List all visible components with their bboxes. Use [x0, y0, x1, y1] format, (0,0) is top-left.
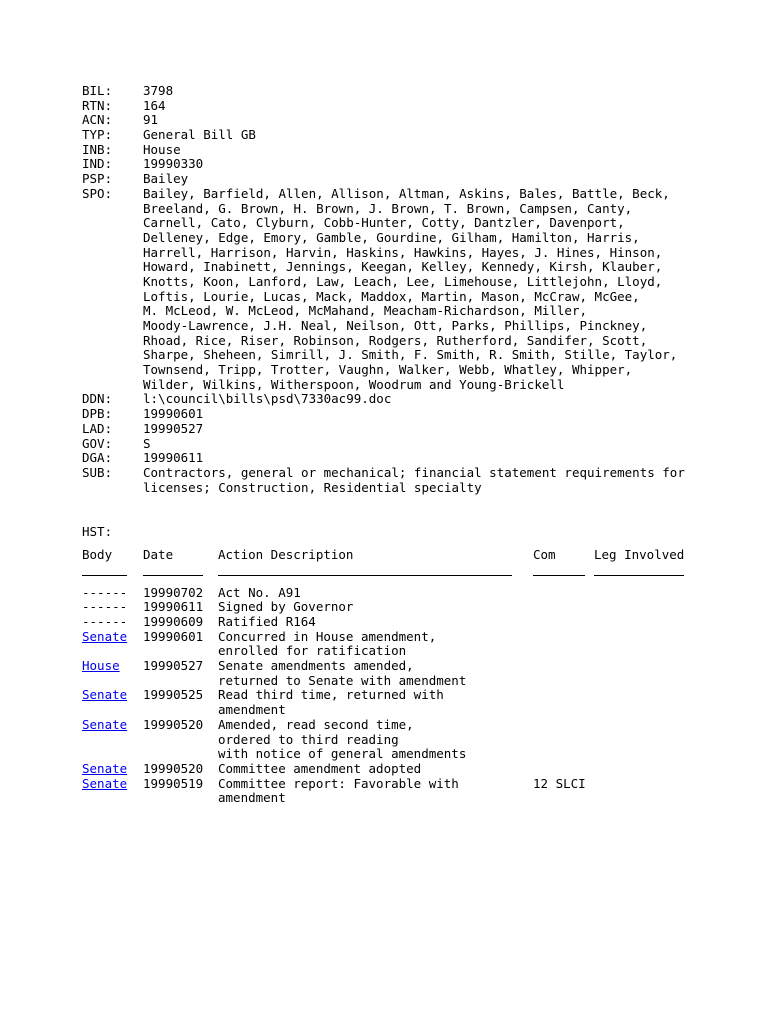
field-label: GOV:	[82, 435, 113, 451]
field-value: Knotts, Koon, Lanford, Law, Leach, Lee, Limehouse, Littlejohn, Lloyd,	[143, 273, 663, 289]
field-row	[82, 113, 722, 128]
action-description: Committee amendment adopted	[218, 760, 422, 776]
history-row	[82, 718, 722, 733]
field-label: INB:	[82, 141, 113, 157]
field-value: S	[143, 435, 151, 451]
body-link[interactable]: Senate	[82, 775, 128, 791]
field-value: M. McLeod, W. McLeod, McMahand, Meacham-Richardson, Miller,	[143, 303, 588, 319]
field-row	[82, 260, 722, 275]
field-value: 3798	[143, 83, 174, 98]
action-description: returned to Senate with amendment	[218, 672, 467, 688]
field-row	[82, 363, 722, 378]
field-row	[82, 304, 722, 319]
field-label: DDN:	[82, 391, 113, 407]
field-row	[82, 172, 722, 187]
field-value: Howard, Inabinett, Jennings, Keegan, Kelley, Kennedy, Kirsh, Klauber,	[143, 259, 663, 275]
field-row	[82, 451, 722, 466]
action-description: enrolled for ratification	[218, 643, 407, 659]
history-row-continuation	[82, 703, 722, 718]
action-description: with notice of general amendments	[218, 746, 467, 762]
field-row	[82, 422, 722, 437]
action-description: amendment	[218, 702, 286, 718]
field-value: Townsend, Tripp, Trotter, Vaughn, Walker, Webb, Whatley, Whipper,	[143, 362, 633, 378]
history-row	[82, 615, 722, 630]
field-value: Sharpe, Sheheen, Simrill, J. Smith, F. Smith, R. Smith, Stille, Taylor,	[143, 347, 678, 363]
action-description: Signed by Governor	[218, 599, 354, 615]
field-value: l:\council\bills\psd\7330ac99.doc	[143, 391, 392, 407]
field-value: General Bill GB	[143, 127, 256, 143]
committee-code: 12 SLCI	[533, 775, 586, 791]
action-date: 19990611	[143, 599, 204, 615]
action-date: 19990519	[143, 775, 204, 791]
field-value: Breeland, G. Brown, H. Brown, J. Brown, T. Brown, Campsen, Canty,	[143, 200, 633, 216]
field-label: BIL:	[82, 83, 113, 98]
bill-document	[82, 84, 722, 806]
field-value: 19990601	[143, 406, 204, 422]
field-value: Wilder, Wilkins, Witherspoon, Woodrum and Young-Brickell	[143, 376, 565, 392]
history-row-continuation	[82, 644, 722, 659]
column-header-date: Date	[143, 546, 174, 562]
body-placeholder: ------	[82, 614, 128, 629]
action-date: 19990520	[143, 760, 204, 776]
field-row	[82, 128, 722, 143]
field-value: Contractors, general or mechanical; financial statement requirements for	[143, 464, 685, 480]
action-description: Committee report: Favorable with	[218, 775, 459, 791]
hst-label: HST:	[82, 524, 113, 540]
field-value: House	[143, 141, 181, 157]
field-row	[82, 319, 722, 334]
action-description: Concurred in House amendment,	[218, 628, 437, 644]
field-value: 19990330	[143, 156, 204, 172]
field-label: IND:	[82, 156, 113, 172]
action-date: 19990525	[143, 687, 204, 703]
field-value: Bailey	[143, 171, 189, 187]
field-row	[82, 392, 722, 407]
column-header-com: Com	[533, 546, 556, 562]
body-link[interactable]: Senate	[82, 716, 128, 732]
body-placeholder: ------	[82, 584, 128, 600]
action-description: Read third time, returned with	[218, 687, 444, 703]
history-header-row	[82, 548, 722, 563]
history-row	[82, 586, 722, 601]
history-row-continuation	[82, 791, 722, 806]
field-row	[82, 202, 722, 217]
field-row	[82, 143, 722, 158]
field-row	[82, 157, 722, 172]
column-underline	[594, 575, 684, 576]
field-row	[82, 84, 722, 99]
action-description: ordered to third reading	[218, 731, 399, 747]
field-value: 164	[143, 97, 166, 113]
field-label: SPO:	[82, 185, 113, 201]
field-row	[82, 99, 722, 114]
action-description: Act No. A91	[218, 584, 301, 600]
history-row	[82, 762, 722, 777]
history-row	[82, 659, 722, 674]
field-label: DGA:	[82, 450, 113, 466]
field-value: Delleney, Edge, Emory, Gamble, Gourdine, Gilham, Hamilton, Harris,	[143, 229, 640, 245]
action-description: amendment	[218, 790, 286, 806]
field-value: Harrell, Harrison, Harvin, Haskins, Hawkins, Hayes, J. Hines, Hinson,	[143, 244, 663, 260]
action-description: Ratified R164	[218, 614, 316, 629]
field-row	[82, 437, 722, 452]
field-row	[82, 216, 722, 231]
field-label: ACN:	[82, 112, 113, 128]
body-link[interactable]: House	[82, 658, 120, 674]
field-row	[82, 466, 722, 481]
field-row	[82, 246, 722, 261]
field-label: PSP:	[82, 171, 113, 187]
field-value: 19990527	[143, 420, 204, 436]
field-value: 91	[143, 112, 159, 128]
field-row	[82, 407, 722, 422]
field-value: Rhoad, Rice, Riser, Robinson, Rodgers, Rutherford, Sandifer, Scott,	[143, 332, 648, 348]
body-placeholder: ------	[82, 599, 128, 615]
column-underline	[143, 575, 203, 576]
column-underline	[533, 575, 585, 576]
body-link[interactable]: Senate	[82, 760, 128, 776]
column-underline	[218, 575, 512, 576]
field-row	[82, 275, 722, 290]
field-row	[82, 231, 722, 246]
history-row	[82, 600, 722, 615]
field-label: DPB:	[82, 406, 113, 422]
history-table	[82, 548, 722, 806]
field-row	[82, 187, 722, 202]
field-row	[82, 348, 722, 363]
history-row-continuation	[82, 674, 722, 689]
history-row-continuation	[82, 747, 722, 762]
action-date: 19990702	[143, 584, 204, 600]
field-row	[82, 378, 722, 393]
history-row	[82, 777, 722, 792]
column-header-leg: Leg Involved	[594, 546, 685, 562]
column-header-body: Body	[82, 546, 113, 562]
field-label: TYP:	[82, 127, 113, 143]
header-underline-row	[82, 575, 722, 586]
action-date: 19990527	[143, 658, 204, 674]
body-link[interactable]: Senate	[82, 687, 128, 703]
field-label: SUB:	[82, 464, 113, 480]
field-value: Loftis, Lourie, Lucas, Mack, Maddox, Martin, Mason, McCraw, McGee,	[143, 288, 640, 304]
field-value: licenses; Construction, Residential specialty	[143, 479, 482, 495]
field-label: LAD:	[82, 420, 113, 436]
field-value: Bailey, Barfield, Allen, Allison, Altman, Askins, Bales, Battle, Beck,	[143, 185, 670, 201]
field-value: 19990611	[143, 450, 204, 466]
field-row	[82, 334, 722, 349]
history-row	[82, 630, 722, 645]
action-description: Senate amendments amended,	[218, 658, 414, 674]
action-description: Amended, read second time,	[218, 716, 414, 732]
field-value: Moody-Lawrence, J.H. Neal, Neilson, Ott, Parks, Phillips, Pinckney,	[143, 318, 648, 333]
action-date: 19990609	[143, 614, 204, 629]
bill-fields	[82, 84, 722, 495]
column-header-desc: Action Description	[218, 546, 354, 562]
column-underline	[82, 575, 127, 576]
history-row	[82, 688, 722, 703]
action-date: 19990520	[143, 716, 204, 732]
history-row-continuation	[82, 733, 722, 748]
field-row	[82, 481, 722, 496]
action-date: 19990601	[143, 628, 204, 644]
body-link[interactable]: Senate	[82, 628, 128, 644]
field-value: Carnell, Cato, Clyburn, Cobb-Hunter, Cotty, Dantzler, Davenport,	[143, 215, 625, 231]
field-row	[82, 290, 722, 305]
field-label: RTN:	[82, 97, 113, 113]
